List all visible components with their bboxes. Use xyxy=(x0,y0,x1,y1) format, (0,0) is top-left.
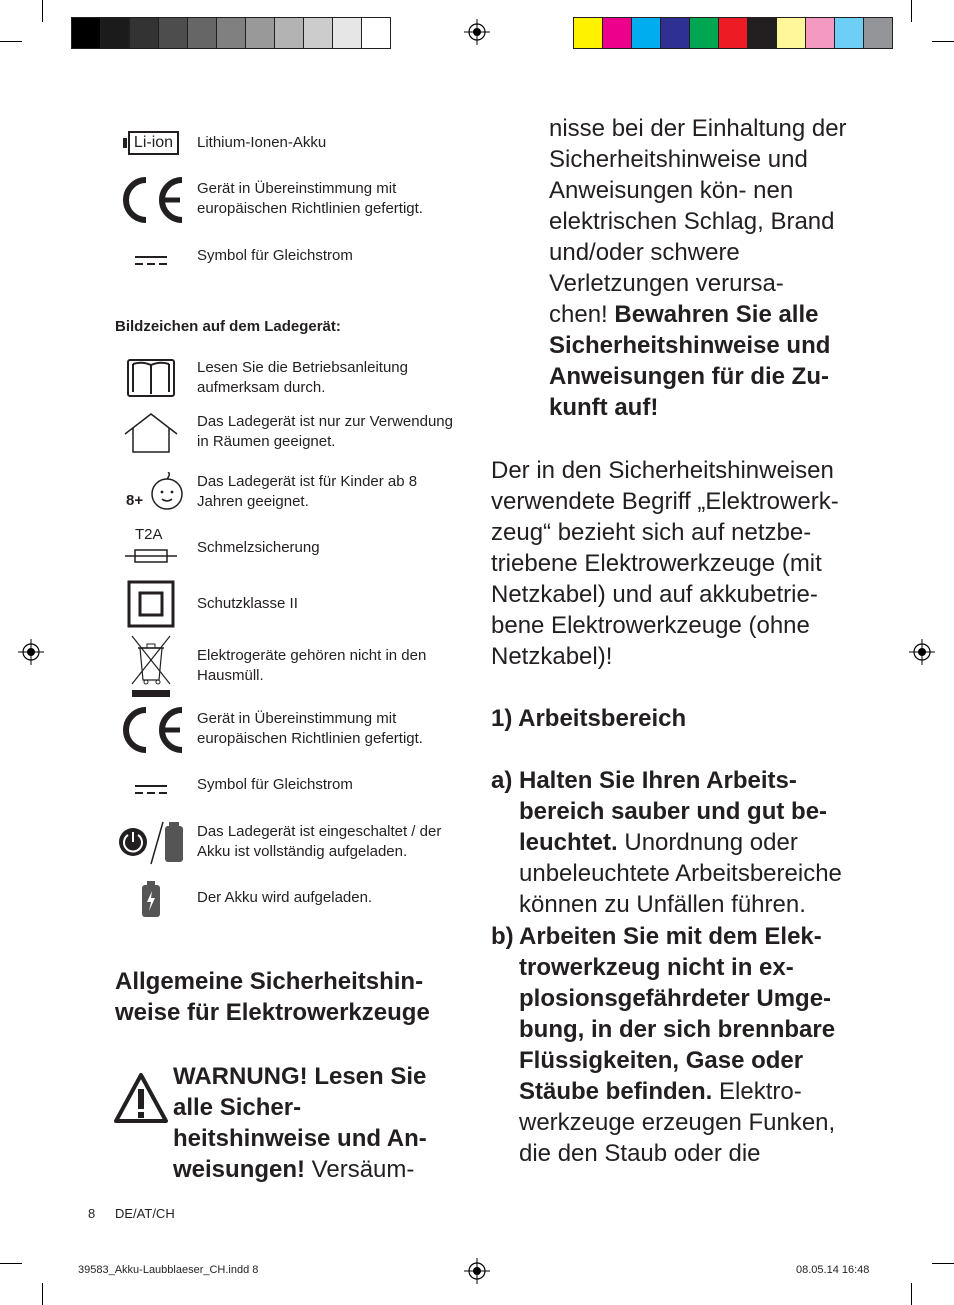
color-swatch xyxy=(333,18,362,48)
symbol-row-charged xyxy=(113,820,463,866)
crop-mark xyxy=(0,1263,22,1264)
warning-triangle-icon xyxy=(113,1072,169,1124)
symbol-label: Symbol für Gleichstrom xyxy=(197,247,353,264)
grayscale-color-bar xyxy=(71,17,391,49)
symbol-label: Das Ladegerät ist eingeschaltet / der Akku ist vollständig aufgeladen. xyxy=(197,823,442,860)
color-swatch xyxy=(748,18,777,48)
symbol-label: Schmelzsicherung xyxy=(197,539,320,556)
subsection-heading: 1) Arbeitsbereich xyxy=(491,705,687,732)
symbol-row-dc xyxy=(113,775,463,799)
section-heading: Allgemeine Sicherheitshin- weise für Elektrowerkzeuge xyxy=(115,968,430,1026)
list-item-text: Unordnung oder unbeleuchtete Arbeitsbereiche können zu Unfällen führen. xyxy=(519,829,842,918)
crop-mark xyxy=(0,41,22,42)
list-item-bold: Arbeiten Sie mit dem Elek- trowerkzeug nicht in ex- plosionsgefährdeter Umge- bung, in der sich brennbare Flüssigkeiten, Gase oder Stäube befinden. xyxy=(519,923,836,1105)
symbol-label: Gerät in Übereinstimmung mit europäischen Richtlinien gefertigt. xyxy=(197,710,423,747)
fuse-icon xyxy=(113,526,189,570)
registration-mark-icon xyxy=(464,1258,490,1284)
term-paragraph: Der in den Sicherheitshinweisen verwendete Begriff „Elektrowerk- zeug“ bezieht sich auf netzbe- triebene Elektrowerkzeuge (mit Netzkabel) und auf akkubetrie- bene Elektrowerkzeuge (ohne Netzkabel)! xyxy=(491,457,839,670)
crop-mark xyxy=(42,0,43,22)
registration-mark-icon xyxy=(18,639,44,665)
color-swatch xyxy=(130,18,159,48)
crop-mark xyxy=(911,0,912,22)
region-label: DE/AT/CH xyxy=(115,1206,175,1221)
color-swatch xyxy=(835,18,864,48)
slug-date: 08.05.14 16:48 xyxy=(796,1264,870,1276)
crop-mark xyxy=(42,1283,43,1305)
direct-current-icon xyxy=(113,246,189,270)
li-ion-battery-icon xyxy=(113,129,189,157)
list-item xyxy=(519,921,844,1169)
crossed-out-bin-icon xyxy=(113,634,189,698)
age-badge: 8+ xyxy=(126,492,144,509)
symbol-row-charging xyxy=(113,880,463,918)
read-manual-icon xyxy=(113,356,189,400)
color-swatch xyxy=(719,18,748,48)
color-swatch xyxy=(275,18,304,48)
protection-class-2-icon xyxy=(113,580,189,628)
page-number: 8 xyxy=(88,1206,96,1221)
color-swatch xyxy=(632,18,661,48)
symbol-row-indoor xyxy=(113,410,463,456)
direct-current-icon xyxy=(113,775,189,799)
color-swatch xyxy=(661,18,690,48)
list-marker: b) xyxy=(491,923,514,950)
color-swatch xyxy=(304,18,333,48)
color-swatch xyxy=(188,18,217,48)
symbol-row-ce xyxy=(113,175,463,225)
symbol-label: Das Ladegerät ist nur zur Verwendung in Räumen geeignet. xyxy=(197,413,453,450)
charger-symbols-heading: Bildzeichen auf dem Ladegerät: xyxy=(115,318,341,335)
symbol-row-children xyxy=(113,470,463,516)
continuation-paragraph xyxy=(549,113,849,423)
ce-mark-icon xyxy=(113,705,189,755)
symbol-row-ce xyxy=(113,705,463,755)
list-item-bold: Halten Sie Ihren Arbeits- bereich sauber und gut be- leuchtet. xyxy=(519,767,828,856)
fuse-rating: T2A xyxy=(135,526,163,543)
crop-mark xyxy=(932,41,954,42)
color-swatch xyxy=(101,18,130,48)
process-color-bar xyxy=(573,17,893,49)
registration-mark-icon xyxy=(464,19,490,45)
symbol-label: Elektrogeräte gehören nicht in den Hausmüll. xyxy=(197,647,427,684)
power-battery-full-icon xyxy=(113,820,189,866)
color-swatch xyxy=(603,18,632,48)
continuation-text: nisse bei der Einhaltung der Sicherheitshinweise und Anweisungen kön- nen elektrischen Schlag, Brand und/oder schwere Verletzungen verursa- chen! xyxy=(549,115,847,328)
color-swatch xyxy=(806,18,835,48)
color-swatch xyxy=(217,18,246,48)
battery-terminal xyxy=(123,138,127,148)
symbol-row-fuse xyxy=(113,526,463,570)
symbol-row-dc xyxy=(113,246,463,270)
child-8plus-icon xyxy=(113,470,189,516)
symbol-row-weee xyxy=(113,634,463,698)
crop-mark xyxy=(911,1283,912,1305)
registration-mark-icon xyxy=(909,639,935,665)
list-item-text: Elektro- werkzeuge erzeugen Funken, die den Staub oder die xyxy=(519,1078,836,1167)
symbol-row-liion xyxy=(113,129,463,157)
list-item xyxy=(519,765,844,920)
symbol-label: Lesen Sie die Betriebsanleitung aufmerksam durch. xyxy=(197,359,408,396)
color-swatch xyxy=(159,18,188,48)
symbol-label: Symbol für Gleichstrom xyxy=(197,776,353,793)
battery-charging-icon xyxy=(113,880,189,918)
list-marker: a) xyxy=(491,767,513,794)
color-swatch xyxy=(72,18,101,48)
symbol-label: Gerät in Übereinstimmung mit europäischen Richtlinien gefertigt. xyxy=(197,180,423,217)
color-swatch xyxy=(362,18,390,48)
color-swatch xyxy=(690,18,719,48)
symbol-row-manual xyxy=(113,356,463,400)
warning-bold: WARNUNG! Lesen Sie alle Sicher- heitshinweise und An- weisungen! xyxy=(173,1063,427,1183)
color-swatch xyxy=(777,18,806,48)
color-swatch xyxy=(246,18,275,48)
ce-mark-icon xyxy=(113,175,189,225)
continuation-bold: Bewahren Sie alle Sicherheitshinweise und Anweisungen für die Zu- kunft auf! xyxy=(549,301,831,421)
symbol-label: Der Akku wird aufgeladen. xyxy=(197,889,373,906)
symbol-row-class2 xyxy=(113,580,463,628)
color-swatch xyxy=(574,18,603,48)
warning-paragraph xyxy=(173,1061,463,1185)
baby-face-icon xyxy=(150,472,184,512)
slug-filename: 39583_Akku-Laubblaeser_CH.indd 8 xyxy=(78,1264,259,1276)
li-ion-badge: Li-ion xyxy=(128,131,179,155)
crop-mark xyxy=(932,1263,954,1264)
symbol-label: Schutzklasse II xyxy=(197,595,298,612)
indoor-house-icon xyxy=(113,410,189,456)
color-swatch xyxy=(864,18,892,48)
symbol-label: Das Ladegerät ist für Kinder ab 8 Jahren geeignet. xyxy=(197,473,418,510)
symbol-label: Lithium-Ionen-Akku xyxy=(197,134,327,151)
warning-text: Versäum- xyxy=(305,1156,415,1183)
